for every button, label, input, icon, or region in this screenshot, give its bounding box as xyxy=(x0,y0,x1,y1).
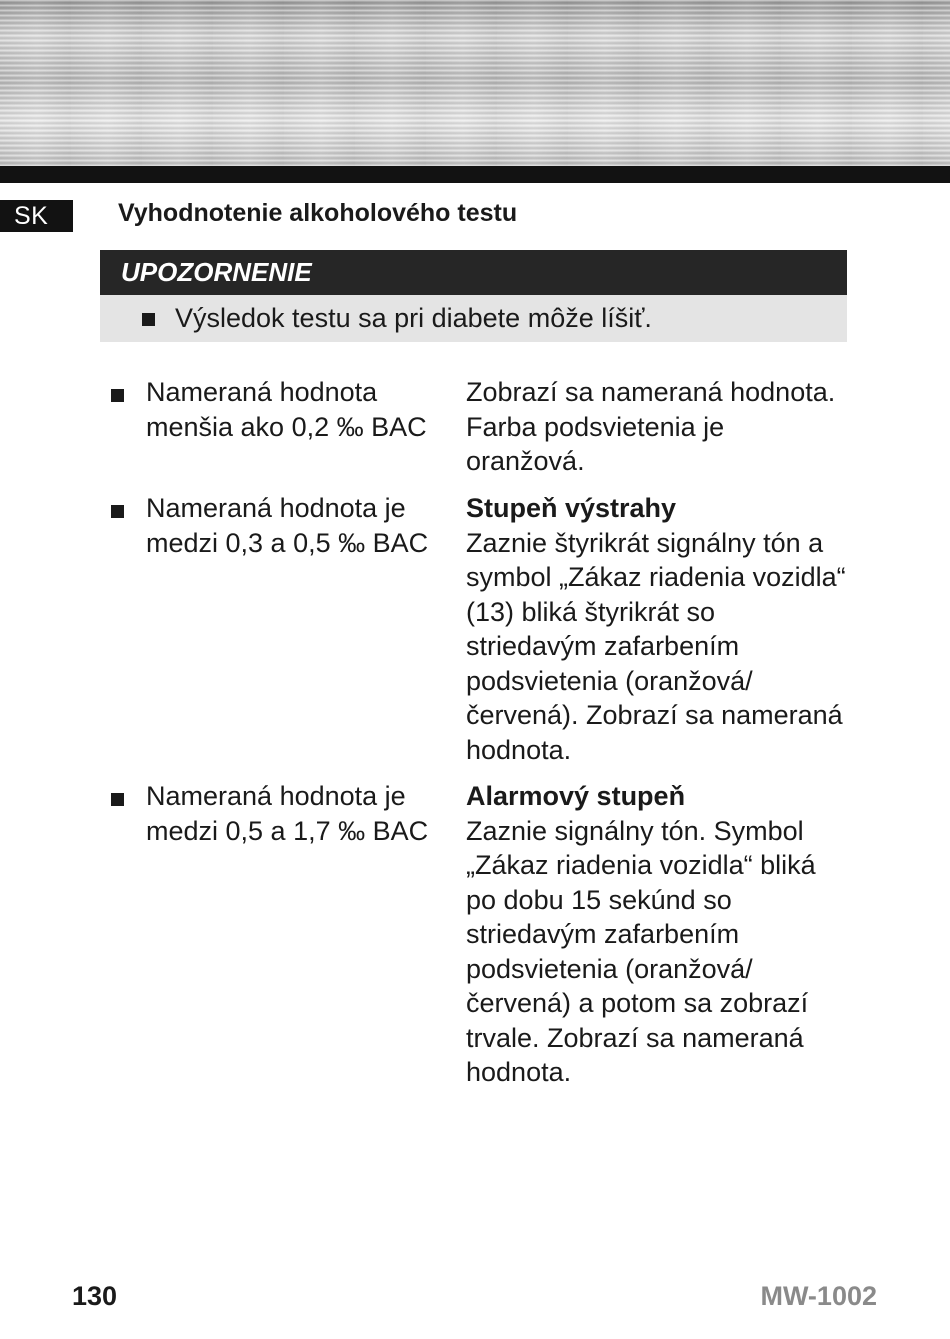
condition-text: Nameraná hodnota menšia ako 0,2 ‰ BAC xyxy=(146,377,427,442)
bullet-icon xyxy=(142,313,155,326)
language-tab: SK xyxy=(0,200,73,232)
result-text: Zobrazí sa nameraná hodnota. Farba podsvietenia je oranžová. xyxy=(466,377,836,476)
bullet-icon xyxy=(111,793,124,806)
result-block xyxy=(466,491,846,767)
header-banner xyxy=(0,0,950,166)
result-text: Zaznie signálny tón. Symbol „Zákaz riadenia vozidla“ bliká po dobu 15 sekúnd so striedavým zafarbením podsvietenia (oranžová/ červená) a potom sa zobrazí trvale. Zobrazí sa nameraná hodnota. xyxy=(466,815,816,1087)
result-heading: Stupeň výstrahy xyxy=(466,493,677,523)
page-number: 130 xyxy=(72,1281,118,1311)
bullet-icon xyxy=(111,505,124,518)
condition-text: Nameraná hodnota je medzi 0,3 a 0,5 ‰ BAC xyxy=(146,493,429,558)
notice-body xyxy=(100,295,847,342)
bullet-icon xyxy=(111,389,124,402)
result-heading: Alarmový stupeň xyxy=(466,781,686,811)
condition-text: Nameraná hodnota je medzi 0,5 a 1,7 ‰ BAC xyxy=(146,781,429,846)
result-block xyxy=(466,779,846,1090)
notice-text: Výsledok testu sa pri diabete môže líšiť. xyxy=(175,303,652,333)
notice-box xyxy=(100,250,847,342)
notice-heading: UPOZORNENIE xyxy=(100,250,847,295)
result-text: Zaznie štyrikrát signálny tón a symbol „Zákaz riadenia vozidla“ (13) bliká štyrikrát so striedavým zafarbením podsvietenia (oranžová/ červená). Zobrazí sa nameraná hodnota. xyxy=(466,527,846,765)
result-block xyxy=(466,375,846,479)
model-number: MW-1002 xyxy=(760,1281,877,1311)
page-title: Vyhodnotenie alkoholového testu xyxy=(118,199,518,227)
header-rule xyxy=(0,166,950,183)
